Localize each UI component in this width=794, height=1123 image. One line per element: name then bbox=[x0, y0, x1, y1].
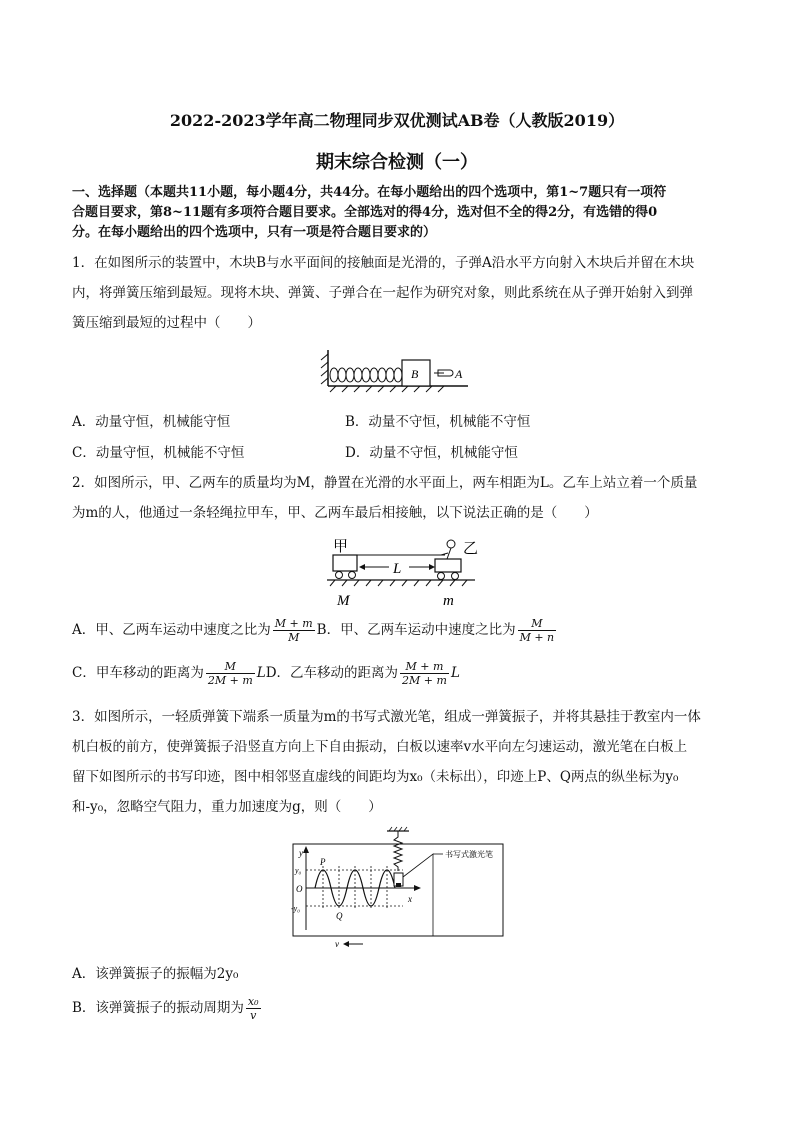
q1-option-a: A．动量守恒，机械能守恒 bbox=[72, 414, 231, 430]
q3-option-a: A．该弹簧振子的振幅为2y₀ bbox=[72, 966, 239, 982]
spring-icon bbox=[330, 368, 402, 382]
q1-line-2: 内，将弹簧压缩到最短。现将木块、弹簧、子弹合在一起作为研究对象，则此系统在从子弹开始射入到弹 bbox=[72, 285, 693, 301]
q3-point-q: Q bbox=[336, 911, 343, 921]
q2-option-b-fraction: $\frac{M}{M + n}$ bbox=[519, 617, 555, 644]
q3-y0-label: y₀ bbox=[295, 866, 302, 875]
q2-line-1: 2．如图所示，甲、乙两车的质量均为M，静置在光滑的水平面上，两车相距为L。乙车上站立着一个质量 bbox=[72, 475, 698, 491]
section-line-2: 合题目要求，第8~11题有多项符合题目要求。全部选对的得4分，选对但不全的得2分，有选错的得0 bbox=[72, 205, 658, 220]
q2-option-c-fraction: $\frac{M}{2M + m}$ bbox=[207, 660, 253, 687]
q2-options-ab bbox=[72, 617, 558, 644]
q1-block-label: B bbox=[411, 367, 419, 381]
q3-line-1: 3．如图所示，一轻质弹簧下端系一质量为m的书写式激光笔，组成一弹簧振子，并将其悬挂于教室内一体 bbox=[72, 709, 701, 725]
section-line-3: 分。在每小题给出的四个选项中，只有一项是符合题目要求的） bbox=[72, 225, 437, 240]
q3-x-axis-label: x bbox=[408, 894, 412, 904]
q3-velocity-label: v bbox=[335, 939, 339, 949]
q2-left-cart-label: 甲 bbox=[333, 539, 349, 555]
q1-line-1: 1．在如图所示的装置中，木块B与水平面间的接触面是光滑的，子弹A沿水平方向射入木块后并留在木块 bbox=[72, 255, 695, 271]
q2-line-2: 为m的人，他通过一条轻绳拉甲车，甲、乙两车最后相接触，以下说法正确的是（ ） bbox=[72, 505, 598, 521]
q1-spring-block-figure bbox=[318, 348, 478, 393]
q2-distance-label: L bbox=[393, 561, 402, 577]
q3-pen-label: 书写式激光笔 bbox=[445, 850, 493, 859]
q2-mass-right: m bbox=[443, 593, 454, 609]
q2-option-d-fraction: $\frac{M + m}{2M + m}$ bbox=[402, 660, 447, 687]
q3-point-p: P bbox=[320, 857, 326, 867]
q2-right-cart-label: 乙 bbox=[463, 541, 479, 557]
q2-option-c: C．甲车移动的距离为 bbox=[72, 665, 204, 681]
q3-origin-label: O bbox=[296, 884, 303, 894]
q3-neg-y0-label: -y₀ bbox=[291, 904, 300, 913]
q3-line-2: 机白板的前方，使弹簧振子沿竖直方向上下自由振动，白板以速率v水平向左匀速运动，激光笔在白板上 bbox=[72, 739, 688, 755]
q3-option-b: B．该弹簧振子的振动周期为 bbox=[72, 1000, 244, 1016]
q3-laser-pen-figure bbox=[283, 826, 523, 952]
q1-line-3: 簧压缩到最短的过程中（ ） bbox=[72, 315, 261, 331]
exam-subtitle: 期末综合检测（一） bbox=[316, 152, 478, 173]
q2-options-cd: C．甲车移动的距离为 $\frac{M}{2M + m}$ LD．乙车移动的距离为 $\frac{M + m}{2M + m}$ L bbox=[72, 660, 460, 687]
section-line-1: 一、选择题（本题共11小题，每小题4分，共44分。在每小题给出的四个选项中，第1~7题只有一项符 bbox=[72, 185, 667, 200]
person-icon bbox=[447, 540, 455, 548]
q3-line-3: 留下如图所示的书写印迹，图中相邻竖直虚线的间距均为x₀（未标出），印迹上P、Q两点的纵坐标为y₀ bbox=[72, 769, 679, 785]
q1-option-c: C．动量守恒，机械能不守恒 bbox=[72, 445, 245, 461]
q2-option-a-fraction: $\frac{M + m}{M}$ bbox=[274, 617, 313, 644]
q1-bullet-label: A bbox=[455, 367, 463, 381]
q2-option-b: B．甲、乙两车运动中速度之比为 bbox=[316, 622, 516, 638]
q2-option-a: A．甲、乙两车运动中速度之比为 bbox=[72, 622, 271, 638]
q1-option-d: D．动量不守恒，机械能守恒 bbox=[345, 445, 518, 461]
q3-option-b-row bbox=[72, 995, 263, 1022]
q1-option-b: B．动量不守恒，机械能不守恒 bbox=[345, 414, 531, 430]
q2-mass-left: M bbox=[337, 593, 350, 609]
exam-title: 2022-2023学年高二物理同步双优测试AB卷（人教版2019） bbox=[169, 111, 625, 130]
q3-option-b-fraction: $\frac{\text{x₀}}{v}$ bbox=[247, 995, 259, 1022]
q2-two-carts-figure bbox=[325, 533, 485, 613]
q2-option-d: D．乙车移动的距离为 bbox=[265, 665, 399, 681]
q3-y-axis-label: y bbox=[299, 848, 303, 858]
q3-line-4: 和-y₀，忽略空气阻力，重力加速度为g，则（ ） bbox=[72, 799, 382, 815]
